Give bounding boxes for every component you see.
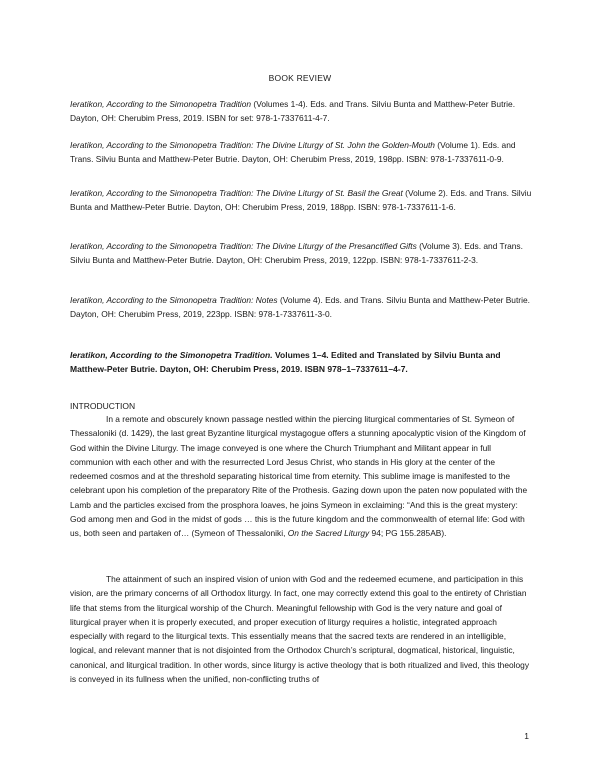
citation-title: Ieratikon, According to the Simonopetra Tradition bbox=[70, 99, 252, 109]
citation-volume-3 bbox=[70, 239, 532, 267]
citation-set bbox=[70, 97, 532, 125]
citation-volume-1 bbox=[70, 138, 532, 166]
citation-details: (Volume 2). Eds. and Trans. Silviu Bunta and Matthew-Peter Butrie. Dayton, OH: Cherubim Press, 2019, 188pp. ISBN: 978-1-7337611-1-6. bbox=[70, 188, 532, 212]
citation-title: Ieratikon, According to the Simonopetra Tradition: Notes bbox=[70, 295, 278, 305]
page-number: 1 bbox=[524, 731, 529, 741]
bold-citation-details: Volumes 1–4. Edited and Translated by Silviu Bunta and Matthew-Peter Butrie. Dayton, OH: Cherubim Press, 2019. ISBN 978–1–7337611–4-7. bbox=[70, 350, 501, 374]
paragraph-1-text: In a remote and obscurely known passage nestled within the piercing liturgical commentaries of St. Symeon of Thessaloniki (d. 1429), the last great Byzantine liturgical mystagogue offers a stunning apocalyptic vision of the Kingdom of God within the Divine Liturgy. The image conveyed is one where the Church Triumphant and Militant appear in full communion with each other and with the resurrected Lord Jesus Christ, who stands in His glory at the center of the redeemed cosmos and at the threshold separating historical time from eternity. This sublime image is manifested to the celebrant upon his completion of the preparatory Rite of the Prothesis. Gazing down upon the paten now populated with the Lamb and the particles excised from the prosphora loaves, he joins Symeon in exclaiming: “And this is the great mystery: God among men and God in the midst of gods … this is the future kingdom and the commonwealth of eternal life: God with us, both seen and partaken of… (Symeon of Thessaloniki, bbox=[70, 414, 528, 539]
paragraph-1 bbox=[70, 412, 534, 541]
page-heading: BOOK REVIEW bbox=[268, 73, 332, 83]
bold-citation bbox=[70, 348, 534, 376]
citation-details: (Volumes 1-4). Eds. and Trans. Silviu Bunta and Matthew-Peter Butrie. Dayton, OH: Cherubim Press, 2019. ISBN for set: 978-1-7337611-4-7. bbox=[70, 99, 516, 123]
citation-details: (Volume 1). Eds. and Trans. Silviu Bunta and Matthew-Peter Butrie. Dayton, OH: Cherubim Press, 2019, 198pp. ISBN: 978-1-7337611-0-9. bbox=[70, 140, 516, 164]
citation-title: Ieratikon, According to the Simonopetra Tradition: The Divine Liturgy of the Presanctified Gifts bbox=[70, 241, 417, 251]
paragraph-1-ref-title: On the Sacred Liturgy bbox=[287, 528, 370, 539]
citation-volume-2 bbox=[70, 186, 532, 214]
section-title: INTRODUCTION bbox=[70, 401, 136, 411]
paragraph-2: The attainment of such an inspired vision of union with God and the redeemed ecumene, and participation in this vision, are the primary concerns of all Orthodox liturgy. In fact, one may correctly extend this goal to the entirety of Christian life that stems from the liturgical worship of the Church. Meaningful fellowship with God is the very nature and goal of liturgical prayer when it is properly executed, and proper execution of liturgy requires a holistic, integrated approach especially with regard to the liturgical texts. This essentially means that the sacred texts are rendered in an intelligible, logical, and relevant manner that is not disjointed from the Orthodox Church’s scriptural, dogmatical, historical, linguistic, canonical, and liturgical tradition. In other words, since liturgy is active theology that is both ritualized and lived, this theology is conveyed in its fullness when the unified, non-conflicting truths of bbox=[70, 574, 530, 685]
citation-volume-4 bbox=[70, 293, 532, 321]
citation-details: (Volume 3). Eds. and Trans. Silviu Bunta and Matthew-Peter Butrie. Dayton, OH: Cherubim Press, 2019, 122pp. ISBN: 978-1-7337611-2-3. bbox=[70, 241, 523, 265]
citation-details: (Volume 4). Eds. and Trans. Silviu Bunta and Matthew-Peter Butrie. Dayton, OH: Cherubim Press, 2019, 223pp. ISBN: 978-1-7337611-3-0. bbox=[70, 295, 530, 319]
citation-title: Ieratikon, According to the Simonopetra Tradition: The Divine Liturgy of St. Basil the Great bbox=[70, 188, 403, 198]
citation-title: Ieratikon, According to the Simonopetra Tradition: The Divine Liturgy of St. John the Golden-Mouth bbox=[70, 140, 435, 150]
bold-citation-title: Ieratikon, According to the Simonopetra Tradition. bbox=[70, 350, 273, 360]
paragraph-1-ref-details: 94; PG 155.285AB). bbox=[369, 528, 447, 539]
